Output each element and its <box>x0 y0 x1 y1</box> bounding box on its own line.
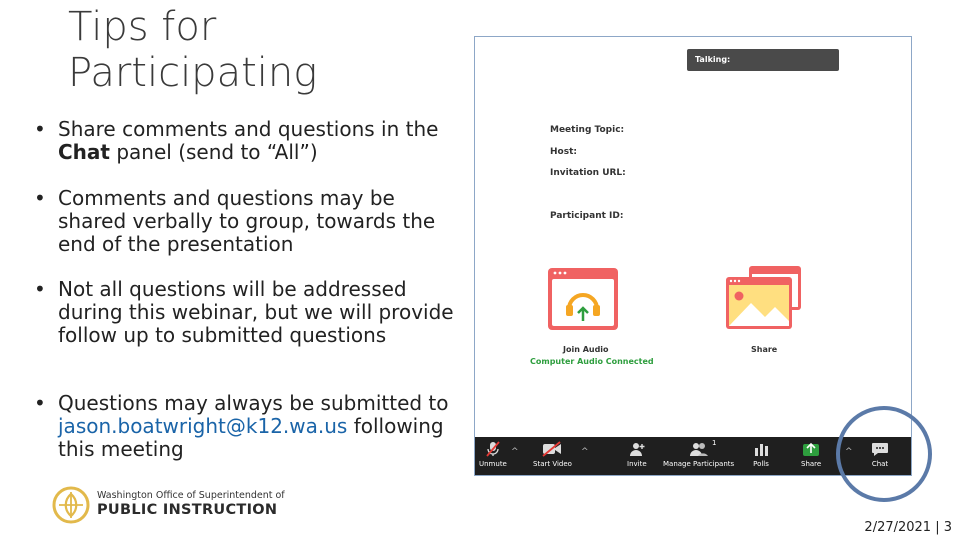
bullet-text: Comments and questions may be shared verbally to group, towards the end of the presentation <box>58 186 436 256</box>
chevron-up-icon[interactable]: ^ <box>845 447 853 457</box>
polls-button[interactable] <box>753 441 769 468</box>
bullet-marker: • <box>34 186 46 210</box>
bullet-marker: • <box>34 391 46 415</box>
bullet-text: Share comments and questions in the <box>58 117 439 141</box>
participants-icon <box>688 441 710 457</box>
bullet-text: following this meeting <box>58 414 444 461</box>
ospi-seal-icon <box>52 486 90 524</box>
unmute-button[interactable] <box>479 441 507 468</box>
chat-highlight-circle <box>836 406 932 502</box>
invite-label: Invite <box>627 460 647 468</box>
video-off-icon <box>542 441 562 457</box>
bullet-item <box>34 118 468 164</box>
share-screen-icon <box>725 265 805 331</box>
unmute-label: Unmute <box>479 460 507 468</box>
share-screen-tile[interactable] <box>725 265 805 335</box>
manage-participants-label: Manage Participants <box>663 460 735 468</box>
polls-label: Polls <box>753 460 769 468</box>
bullet-marker: • <box>34 117 46 141</box>
slide-title <box>68 4 317 96</box>
join-audio-label: Join Audio <box>563 345 609 354</box>
slide-footer: 2/27/2021 | 3 <box>864 520 952 535</box>
bullet-item <box>34 278 468 347</box>
ospi-logo <box>52 486 285 526</box>
bullet-bold-text: Chat <box>58 140 110 164</box>
share-label: Share <box>751 345 778 354</box>
share-screen-button[interactable] <box>801 441 821 468</box>
meeting-topic-label: Meeting Topic: <box>550 125 625 135</box>
add-user-icon <box>629 441 645 457</box>
headphones-icon <box>547 267 619 331</box>
share-label: Share <box>801 460 822 468</box>
bullet-text: panel (send to “All”) <box>109 140 318 164</box>
muted-microphone-icon <box>485 441 501 457</box>
bar-chart-icon <box>753 441 769 457</box>
bullet-text: Questions may always be submitted to <box>58 391 449 415</box>
invitation-url-label: Invitation URL: <box>550 168 626 178</box>
talking-indicator: Talking: <box>687 49 839 71</box>
chevron-up-icon[interactable]: ^ <box>581 447 589 457</box>
logo-text-line-2: PUBLIC INSTRUCTION <box>97 502 278 518</box>
share-screen-icon <box>802 441 820 457</box>
audio-status: Computer Audio Connected <box>530 357 654 366</box>
start-video-button[interactable] <box>533 441 572 468</box>
bullet-item <box>34 392 468 461</box>
join-audio-button[interactable] <box>547 267 619 335</box>
email-link[interactable]: jason.boatwright@k12.wa.us <box>58 414 348 438</box>
slide-title-line-2: Participating <box>68 50 318 96</box>
participant-id-label: Participant ID: <box>550 211 624 221</box>
chevron-up-icon[interactable]: ^ <box>511 447 519 457</box>
start-video-label: Start Video <box>533 460 572 468</box>
participant-count-badge: 1 <box>712 439 717 447</box>
slide-title-line-1: Tips for <box>68 4 217 50</box>
logo-text-line-1: Washington Office of Superintendent of <box>97 490 285 501</box>
bullet-marker: • <box>34 277 46 301</box>
invite-button[interactable] <box>627 441 647 468</box>
bullet-text: Not all questions will be addressed during this webinar, but we will provide follow up to submitted questions <box>58 277 454 347</box>
chat-label: Chat <box>871 460 889 468</box>
zoom-meeting-window <box>474 36 912 476</box>
manage-participants-button[interactable] <box>663 441 734 468</box>
host-label: Host: <box>550 147 577 157</box>
bullet-item <box>34 187 468 256</box>
